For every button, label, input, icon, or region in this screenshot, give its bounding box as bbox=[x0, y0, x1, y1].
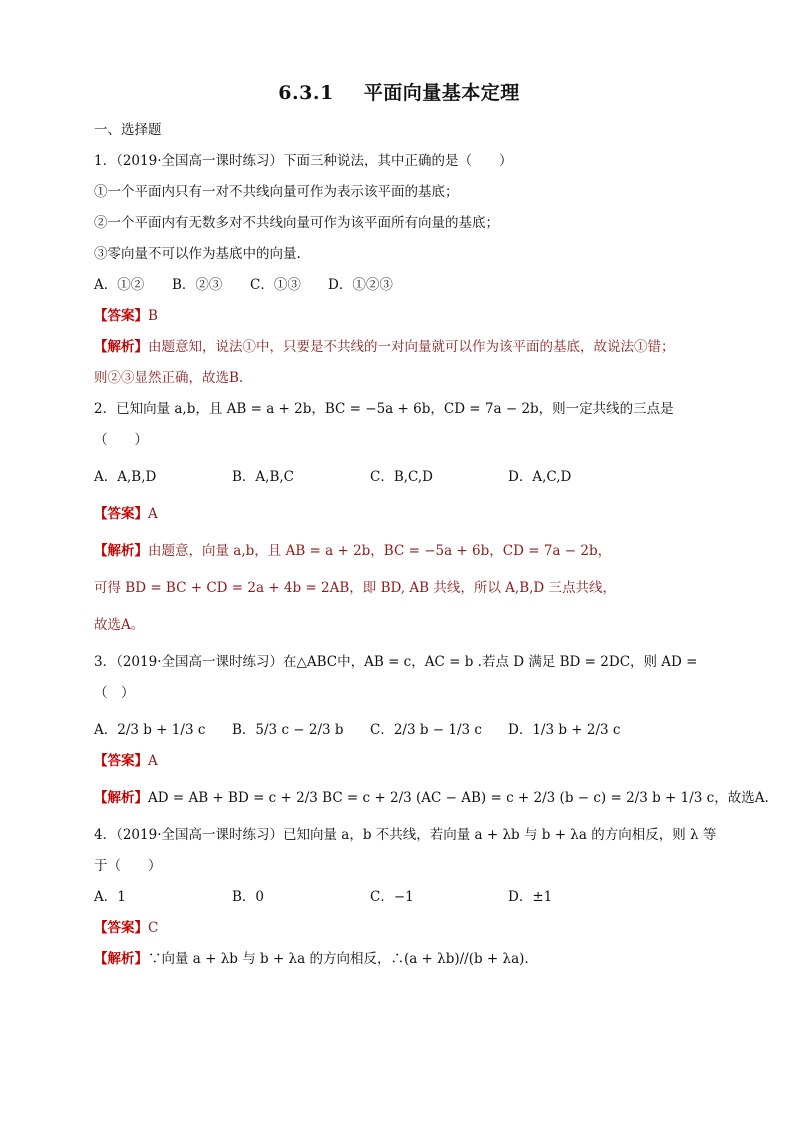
q3-answer-value: A bbox=[148, 753, 158, 769]
q2-analysis bbox=[94, 542, 704, 561]
q1-statement-3: ③零向量不可以作为基底中的向量. bbox=[94, 246, 301, 262]
q2-analysis-text-3: 故选A。 bbox=[94, 617, 145, 633]
q4-options bbox=[94, 888, 704, 907]
answer-label: 【答案】 bbox=[94, 308, 148, 324]
q2-answer bbox=[94, 505, 704, 524]
q2-stem-continued: （ ） bbox=[94, 432, 148, 448]
page-title bbox=[94, 78, 704, 105]
q1-answer bbox=[94, 307, 704, 326]
q2-options bbox=[94, 468, 704, 487]
answer-label: 【答案】 bbox=[94, 506, 148, 522]
q3-option-d: D．1/3 b + 2/3 c bbox=[508, 722, 621, 738]
q1-option-c: C．①③ bbox=[250, 277, 301, 293]
q4-stem-continued: 于（ ） bbox=[94, 858, 162, 874]
q2-option-c: C．B,C,D bbox=[370, 469, 434, 485]
q4-option-c: C．−1 bbox=[370, 889, 414, 905]
q3-option-a: A．2/3 b + 1/3 c bbox=[94, 722, 206, 738]
q3-analysis bbox=[94, 789, 769, 808]
analysis-label: 【解析】 bbox=[94, 790, 148, 806]
analysis-label: 【解析】 bbox=[94, 339, 148, 355]
q4-option-d: D．±1 bbox=[508, 889, 553, 905]
q2-option-d: D．A,C,D bbox=[508, 469, 572, 485]
answer-label: 【答案】 bbox=[94, 753, 148, 769]
q1-option-b: B．②③ bbox=[172, 277, 223, 293]
q3-stem-continued: （ ） bbox=[94, 685, 135, 701]
q3-options bbox=[94, 721, 704, 740]
title-number: 6.3.1 bbox=[278, 82, 334, 104]
q1-analysis-text-1: 由题意知，说法①中，只要是不共线的一对向量就可以作为该平面的基底，故说法①错； bbox=[148, 339, 675, 355]
q1-options bbox=[94, 276, 704, 295]
q3-analysis-text: AD = AB + BD = c + 2/3 BC = c + 2/3 (AC − AB) = c + 2/3 (b − c) = 2/3 b + 1/3 c，故选A. bbox=[148, 790, 769, 806]
q1-stem: 1．（2019·全国高一课时练习）下面三种说法，其中正确的是（ ） bbox=[94, 153, 513, 169]
q2-answer-value: A bbox=[148, 506, 158, 522]
q3-stem: 3．（2019·全国高一课时练习）在△ABC中，AB = c，AC = b .若点 D 满足 BD = 2DC，则 AD = bbox=[94, 654, 698, 670]
analysis-label: 【解析】 bbox=[94, 543, 148, 559]
q2-stem: 2．已知向量 a,b，且 AB = a + 2b，BC = −5a + 6b，CD = 7a − 2b，则一定共线的三点是 bbox=[94, 401, 674, 417]
q4-analysis-text: ∵向量 a + λb 与 b + λa 的方向相反，∴(a + λb)//(b + λa). bbox=[148, 951, 529, 967]
q3-answer bbox=[94, 752, 704, 771]
analysis-label: 【解析】 bbox=[94, 951, 148, 967]
answer-label: 【答案】 bbox=[94, 920, 148, 936]
q4-stem: 4．（2019·全国高一课时练习）已知向量 a，b 不共线，若向量 a + λb 与 b + λa 的方向相反，则 λ 等 bbox=[94, 827, 717, 843]
q1-statement-2: ②一个平面内有无数多对不共线向量可作为该平面所有向量的基底； bbox=[94, 215, 499, 231]
q2-option-a: A．A,B,D bbox=[94, 469, 157, 485]
q1-option-a: A．①② bbox=[94, 277, 145, 293]
q3-option-c: C．2/3 b − 1/3 c bbox=[370, 722, 482, 738]
q4-option-b: B．0 bbox=[232, 889, 265, 905]
q1-answer-value: B bbox=[148, 308, 158, 324]
document-page bbox=[94, 78, 769, 969]
q1-option-d: D．①②③ bbox=[328, 277, 393, 293]
q1-statement-1: ①一个平面内只有一对不共线向量可作为表示该平面的基底； bbox=[94, 184, 459, 200]
q4-answer-value: C bbox=[148, 920, 159, 936]
q1-analysis-text-2: 则②③显然正确，故选B. bbox=[94, 370, 244, 386]
q2-analysis-text-1: 由题意，向量 a,b，且 AB = a + 2b，BC = −5a + 6b，CD = 7a − 2b， bbox=[148, 543, 612, 559]
q4-option-a: A．1 bbox=[94, 889, 126, 905]
q4-answer bbox=[94, 919, 704, 938]
q3-option-b: B．5/3 c − 2/3 b bbox=[232, 722, 344, 738]
q4-analysis bbox=[94, 950, 704, 969]
title-text: 平面向量基本定理 bbox=[363, 82, 520, 104]
q1-analysis bbox=[94, 338, 704, 357]
q2-option-b: B．A,B,C bbox=[232, 469, 295, 485]
section-heading: 一、选择题 bbox=[94, 122, 162, 138]
q2-analysis-text-2: 可得 BD = BC + CD = 2a + 4b = 2AB，即 BD, AB 共线，所以 A,B,D 三点共线， bbox=[94, 580, 617, 596]
